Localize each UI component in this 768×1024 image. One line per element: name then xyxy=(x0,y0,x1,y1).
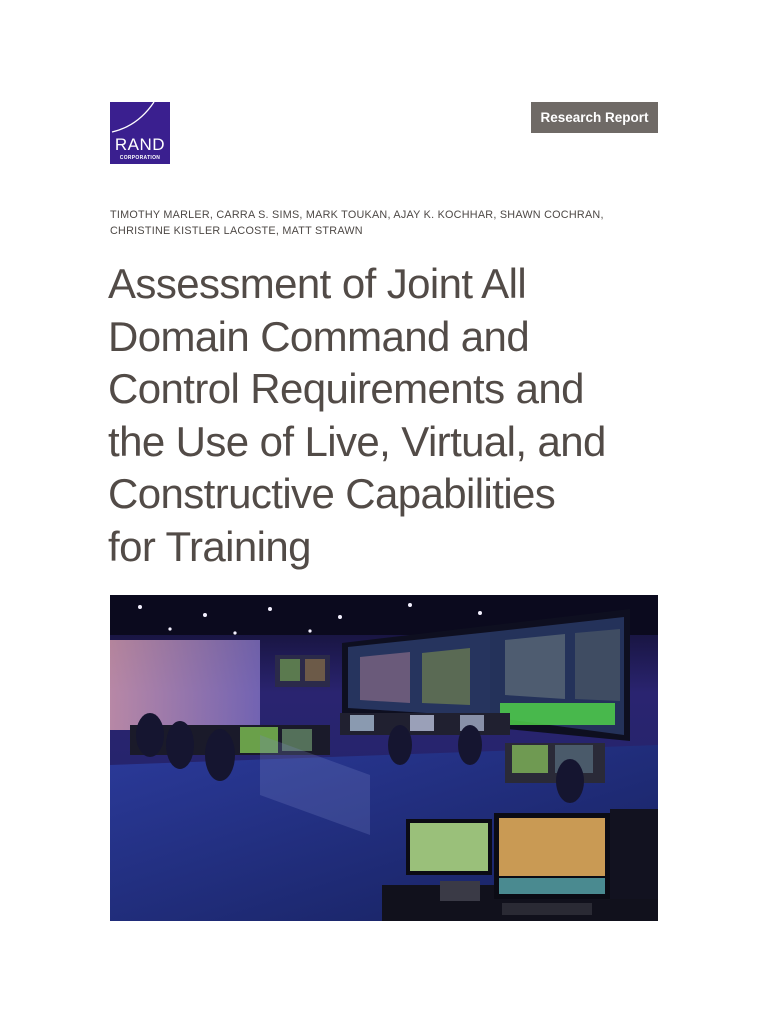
research-report-badge: Research Report xyxy=(531,102,658,133)
cover-photo-operations-center xyxy=(110,595,658,921)
author-line-1: TIMOTHY MARLER, CARRA S. SIMS, MARK TOUKAN, AJAY K. KOCHHAR, SHAWN COCHRAN, xyxy=(110,209,604,221)
author-list xyxy=(110,207,670,239)
logo-subtitle: CORPORATION xyxy=(119,155,161,161)
title-line: Constructive Capabilities xyxy=(108,470,556,517)
author-line-2: CHRISTINE KISTLER LACOSTE, MATT STRAWN xyxy=(110,225,363,237)
title-line: Assessment of Joint All xyxy=(108,260,527,307)
logo-wordmark: RAND xyxy=(114,135,166,154)
title-line: Control Requirements and xyxy=(108,365,584,412)
title-line: for Training xyxy=(108,522,311,570)
report-title xyxy=(108,258,668,573)
rand-logo xyxy=(110,102,170,164)
title-line: the Use of Live, Virtual, and xyxy=(108,417,606,465)
title-line: Domain Command and xyxy=(108,312,530,360)
